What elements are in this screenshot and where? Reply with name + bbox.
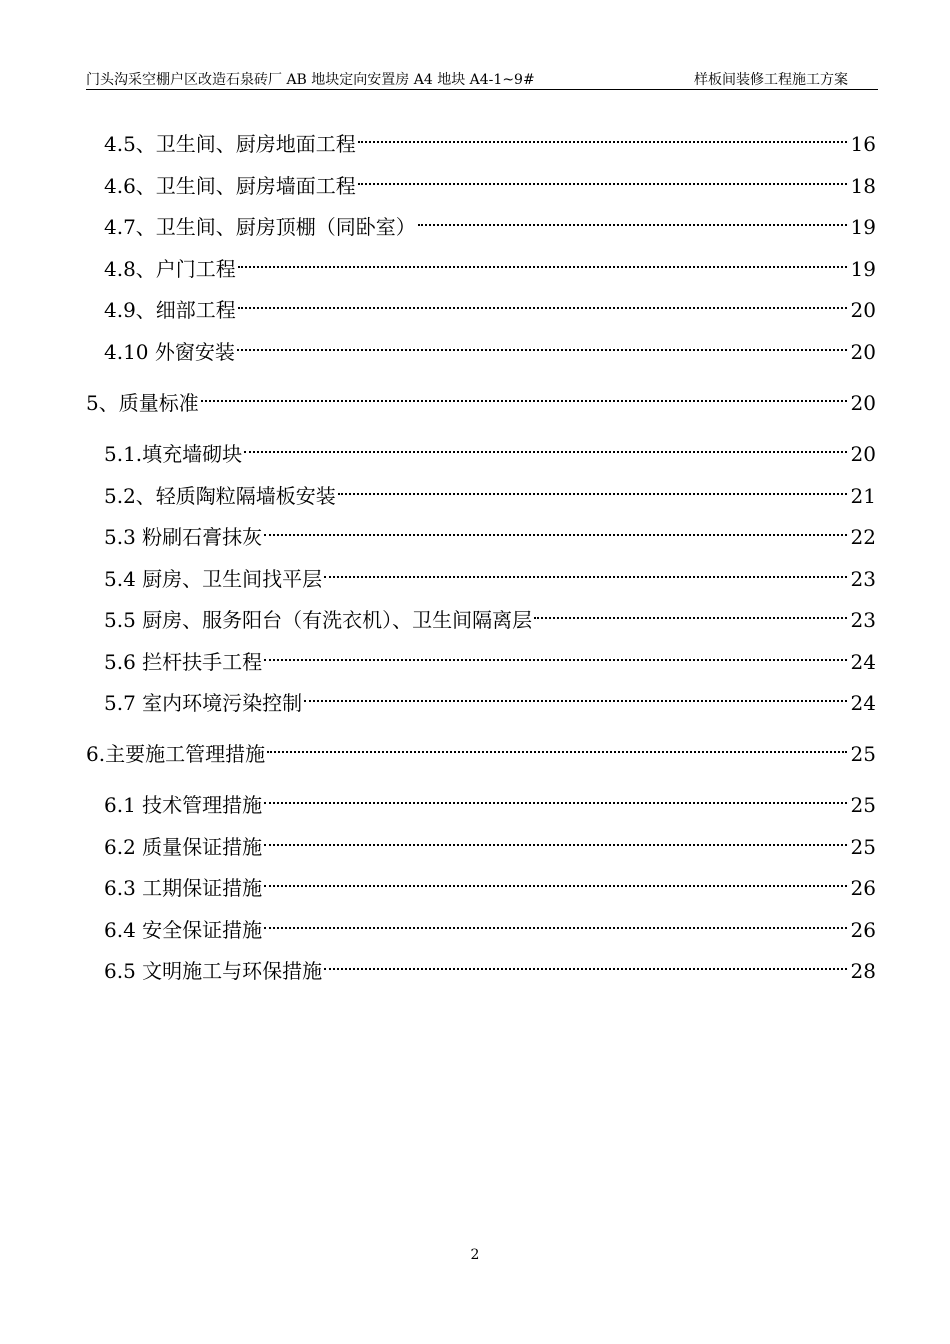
toc-entry[interactable]: [104, 680, 876, 715]
dot-leader: [201, 380, 847, 410]
toc-entry-title: 6.1 技术管理措施: [104, 793, 263, 817]
dot-leader: [358, 121, 847, 151]
toc-entry[interactable]: [104, 782, 876, 817]
dot-leader: [418, 204, 847, 234]
toc-entry-title: 6.4 安全保证措施: [104, 918, 263, 942]
header-document-title: 样板间装修工程施工方案: [694, 72, 848, 88]
dot-leader: [534, 597, 846, 627]
toc-entry-title: 5.4 厨房、卫生间找平层: [104, 567, 323, 591]
toc-entry-title: 5.2、轻质陶粒隔墙板安装: [104, 484, 336, 508]
dot-leader: [237, 329, 847, 359]
dot-leader: [304, 680, 846, 710]
toc-entry-title: 4.7、卫生间、厨房顶棚（同卧室）: [104, 215, 416, 239]
toc-entry-page-number: 26: [850, 876, 876, 900]
toc-entry-page-number: 23: [850, 567, 876, 591]
toc-entry-page-number: 25: [850, 835, 876, 859]
toc-entry-title: 4.6、卫生间、厨房墙面工程: [104, 174, 356, 198]
dot-leader: [324, 556, 846, 586]
dot-leader: [244, 431, 846, 461]
toc-entry-title: 5.1.填充墙砌块: [104, 442, 243, 466]
toc-entry[interactable]: [104, 204, 876, 239]
dot-leader: [238, 246, 847, 276]
dot-leader: [264, 865, 846, 895]
toc-entry-page-number: 22: [850, 525, 876, 549]
toc-entry[interactable]: [104, 246, 876, 281]
toc-entry-page-number: 16: [850, 132, 876, 156]
dot-leader: [264, 514, 846, 544]
toc-entry-page-number: 25: [850, 742, 876, 766]
toc-entry[interactable]: [104, 163, 876, 198]
toc-entry-page-number: 19: [850, 215, 876, 239]
toc-entry[interactable]: [104, 907, 876, 942]
toc-entry[interactable]: [86, 380, 876, 415]
dot-leader: [238, 287, 847, 317]
toc-entry[interactable]: [104, 431, 876, 466]
toc-entry[interactable]: [104, 121, 876, 156]
toc-entry-title: 5.5 厨房、服务阳台（有洗衣机）、卫生间隔离层: [104, 608, 533, 632]
dot-leader: [264, 639, 846, 669]
dot-leader: [264, 824, 846, 854]
toc-entry-page-number: 20: [850, 298, 876, 322]
dot-leader: [358, 163, 847, 193]
dot-leader: [267, 731, 846, 761]
toc-entry[interactable]: [104, 473, 876, 508]
toc-entry[interactable]: [104, 287, 876, 322]
toc-entry-title: 4.5、卫生间、厨房地面工程: [104, 132, 356, 156]
toc-entry-page-number: 20: [850, 442, 876, 466]
toc-entry[interactable]: [104, 824, 876, 859]
toc-entry-title: 4.9、细部工程: [104, 298, 236, 322]
toc-entry[interactable]: [104, 948, 876, 983]
toc-entry-page-number: 25: [850, 793, 876, 817]
toc-entry-title: 6.2 质量保证措施: [104, 835, 263, 859]
toc-entry-title: 5、质量标准: [86, 391, 199, 415]
dot-leader: [338, 473, 847, 503]
toc-entry-title: 5.3 粉刷石膏抹灰: [104, 525, 263, 549]
toc-entry-page-number: 20: [850, 340, 876, 364]
toc-entry[interactable]: [104, 597, 876, 632]
dot-leader: [324, 948, 846, 978]
toc-entry-page-number: 21: [850, 484, 876, 508]
toc-entry[interactable]: [86, 731, 876, 766]
toc-entry-title: 6.5 文明施工与环保措施: [104, 959, 323, 983]
toc-entry-title: 5.6 拦杆扶手工程: [104, 650, 263, 674]
toc-entry[interactable]: [104, 329, 876, 364]
toc-entry[interactable]: [104, 514, 876, 549]
header-rule: [86, 89, 878, 90]
toc-entry-title: 6.主要施工管理措施: [86, 742, 266, 766]
header-project-title: 门头沟采空棚户区改造石泉砖厂 AB 地块定向安置房 A4 地块 A4-1~9#: [86, 72, 535, 88]
toc-entry-title: 4.10 外窗安装: [104, 340, 235, 364]
dot-leader: [264, 782, 846, 812]
toc-entry[interactable]: [104, 865, 876, 900]
toc-entry-page-number: 28: [850, 959, 876, 983]
toc-entry-title: 4.8、户门工程: [104, 257, 236, 281]
page-number: 2: [470, 1247, 480, 1263]
dot-leader: [264, 907, 846, 937]
toc-entry-page-number: 20: [850, 391, 876, 415]
toc-entry-page-number: 24: [850, 650, 876, 674]
toc-entry-page-number: 19: [850, 257, 876, 281]
toc-entry-page-number: 18: [850, 174, 876, 198]
toc-entry-page-number: 26: [850, 918, 876, 942]
toc-entry[interactable]: [104, 556, 876, 591]
toc-entry-title: 5.7 室内环境污染控制: [104, 691, 303, 715]
toc-entry-page-number: 24: [850, 691, 876, 715]
toc-entry-page-number: 23: [850, 608, 876, 632]
toc-entry[interactable]: [104, 639, 876, 674]
running-header: [86, 70, 878, 90]
toc-entry-title: 6.3 工期保证措施: [104, 876, 263, 900]
